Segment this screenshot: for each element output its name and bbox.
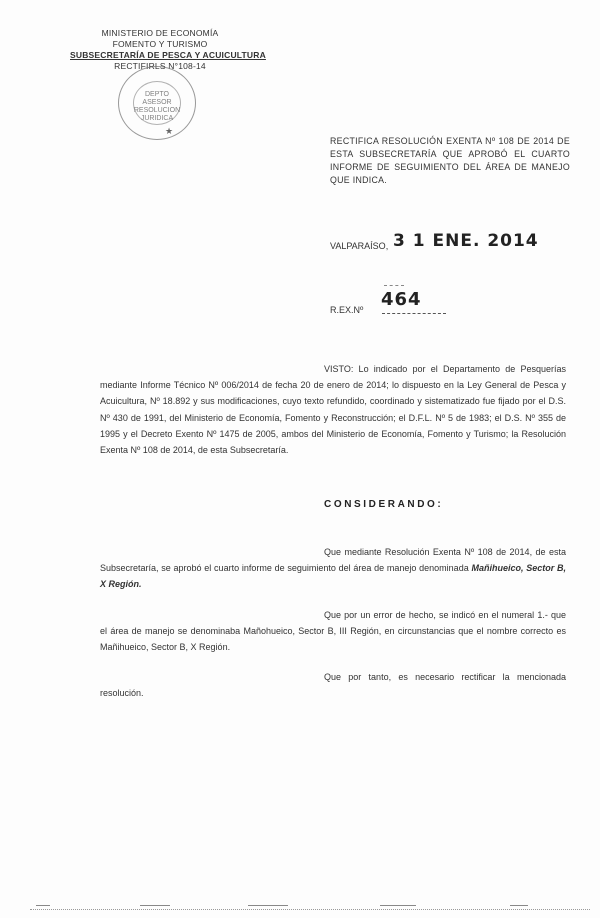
considerando-paragraph-2: Que por un error de hecho, se indicó en el numeral 1.- que el área de manejo se denominaba Mañohueico, Sector B, III Región, en circunstancias que el nombre correcto es Mañihueico, Sector B, X Región. — [100, 610, 566, 653]
resolution-date: 3 1 ENE. 2014 — [393, 231, 539, 251]
considerando-1-text: Que mediante Resolución Exenta Nº 108 de 2014, de esta Subsecretaría, se aprobó el cuarto informe de seguimiento del área de manejo denominada — [100, 547, 566, 574]
considerando-heading: CONSIDERANDO: — [324, 499, 444, 510]
stamp-star-icon: ★ — [165, 126, 174, 136]
rex-number: 464 — [381, 289, 422, 310]
visto-paragraph: VISTO: Lo indicado por el Departamento de Pesquerías mediante Informe Técnico Nº 006/2014 de fecha 20 de enero de 2014; lo dispuesto en la Ley General de Pesca y Acuicultura, Nº 18.892 y sus modificaciones, cuyo texto refundido, coordinado y sistematizado fue fijado por el D.S. Nº 430 de 1991, del Ministerio de Economía, Fomento y Reconstrucción; el D.F.L. Nº 5 de 1983; el D.S. Nº 355 de 1995 y el Decreto Exento Nº 1475 de 2005, ambos del Ministerio de Economía, Fomento y Turismo; la Resolución Exenta Nº 108 de 2014, de esta Subsecretaría. — [100, 364, 566, 456]
considerando-paragraph-1 — [100, 544, 566, 593]
rex-underline — [382, 313, 446, 314]
rex-top-dash — [384, 285, 404, 286]
considerando-paragraph-3: Que por tanto, es necesario rectificar la mencionada resolución. — [100, 672, 566, 699]
header-reference: RECTIFIRLS N°108-14 — [114, 61, 206, 71]
rex-label: R.EX.Nº — [330, 305, 364, 315]
stamp-text: DEPTO ASESOR RESOLUCION JURIDICA — [133, 91, 181, 122]
footer-mark — [140, 904, 170, 906]
page-footer-rule — [30, 905, 590, 910]
header-subsecretaria: SUBSECRETARÍA DE PESCA Y ACUICULTURA — [70, 50, 266, 60]
header-ministry: MINISTERIO DE ECONOMÍA — [101, 28, 219, 38]
footer-mark — [380, 904, 416, 906]
footer-mark — [248, 904, 288, 906]
header-ministry-sub: FOMENTO Y TURISMO — [112, 39, 208, 49]
footer-mark — [36, 904, 50, 906]
juridica-stamp — [118, 66, 196, 140]
considerando-1-area-name: Mañihueico, Sector B, X Región. — [100, 563, 566, 590]
footer-mark — [510, 904, 528, 906]
place-label: VALPARAÍSO, — [330, 241, 389, 251]
resolution-title: RECTIFICA RESOLUCIÓN EXENTA Nº 108 DE 2014 DE ESTA SUBSECRETARÍA QUE APROBÓ EL CUARTO INFORME DE SEGUIMIENTO DEL ÁREA DE MANEJO QUE INDICA. — [330, 136, 570, 185]
